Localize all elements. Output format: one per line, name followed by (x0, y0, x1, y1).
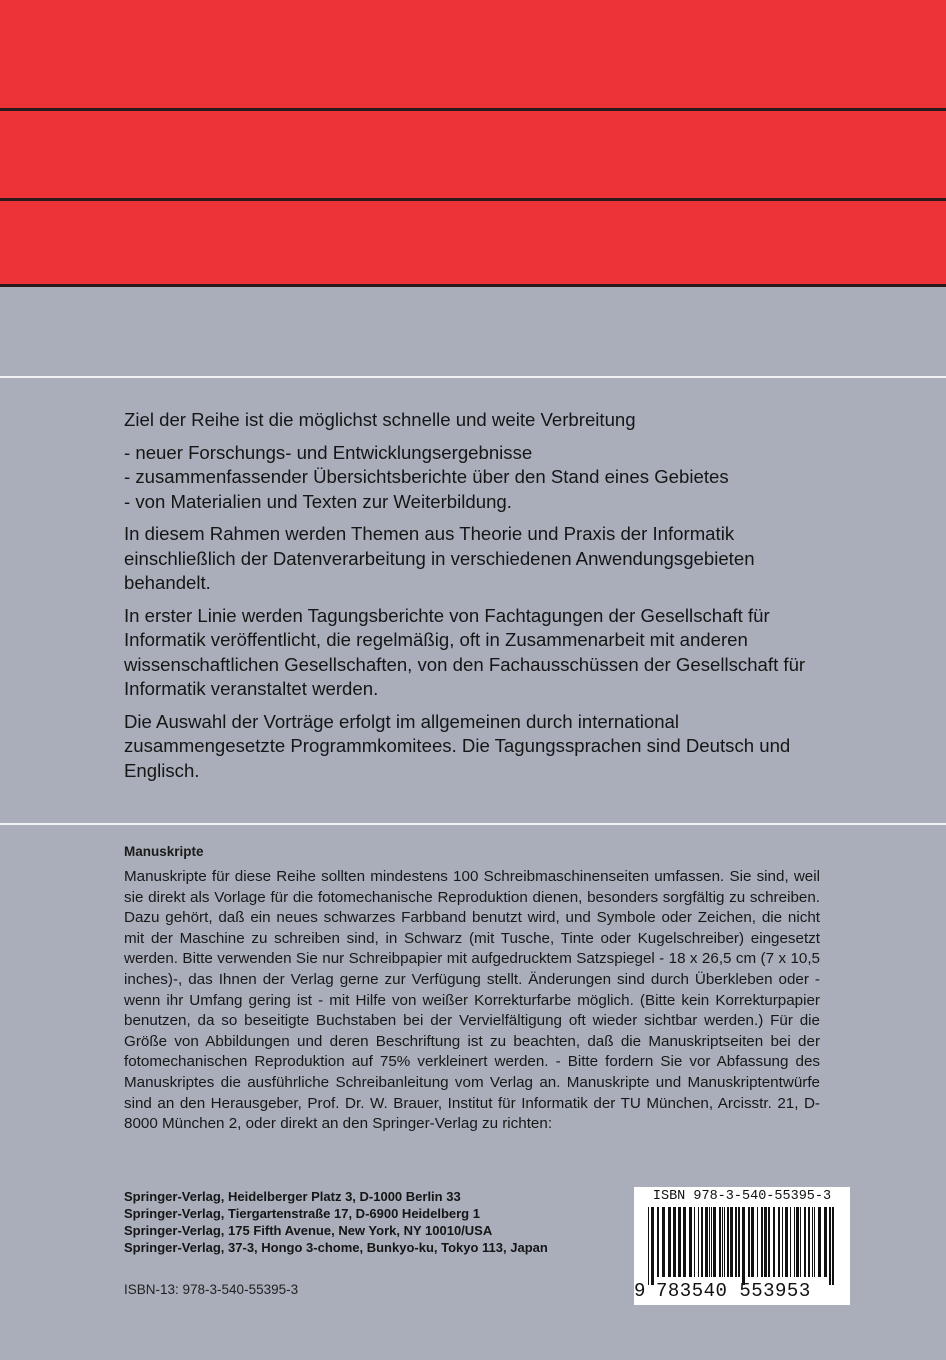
barcode-bar (683, 1207, 686, 1277)
barcode-bar (751, 1207, 754, 1277)
isbn-barcode (634, 1187, 850, 1305)
barcode-bar (694, 1207, 695, 1277)
barcode-bar (730, 1207, 733, 1277)
barcode-bar (829, 1207, 831, 1285)
intro-paragraph-selection: Die Auswahl der Vorträge erfolgt im allgemeinen durch international zusammengesetzte Programmkomitees. Die Tagungssprachen sind Deutsch und Englisch. (124, 710, 791, 781)
barcode-bar (727, 1207, 729, 1277)
stripe-line-3 (0, 284, 946, 287)
barcode-first-digit: 9 (634, 1280, 646, 1302)
address-line: Springer-Verlag, 175 Fifth Avenue, New York, NY 10010/USA (124, 1223, 493, 1238)
barcode-bar (724, 1207, 725, 1277)
publisher-addresses (124, 1188, 548, 1256)
barcode-bar (735, 1207, 737, 1277)
barcode-bar (662, 1207, 665, 1277)
barcode-bar (701, 1207, 703, 1277)
red-band-top (0, 0, 946, 108)
barcode-bar (668, 1207, 671, 1277)
barcode-bar (832, 1207, 834, 1285)
barcode-bar (814, 1207, 815, 1277)
barcode-bar (804, 1207, 806, 1277)
barcode-bar (818, 1207, 821, 1277)
barcode-bar (678, 1207, 681, 1277)
series-description (124, 408, 824, 791)
isbn-13-label: ISBN-13: 978-3-540-55395-3 (124, 1282, 299, 1297)
barcode-bar (719, 1207, 721, 1277)
barcode-bar (785, 1207, 788, 1277)
intro-lead: Ziel der Reihe ist die möglichst schnelle und weite Verbreitung (124, 409, 636, 430)
barcode-bar (796, 1207, 799, 1277)
barcode-bar (812, 1207, 813, 1277)
barcode-bar (808, 1207, 810, 1277)
intro-bullet: - zusammenfassender Übersichtsberichte über den Stand eines Gebietes (124, 466, 729, 487)
barcode-bar (713, 1207, 716, 1277)
barcode-isbn-text: ISBN 978-3-540-55395-3 (652, 1189, 832, 1204)
address-line: Springer-Verlag, 37-3, Hongo 3-chome, Bunkyo-ku, Tokyo 113, Japan (124, 1240, 548, 1255)
barcode-bar (689, 1207, 692, 1277)
intro-bullet-list (124, 441, 824, 515)
address-line: Springer-Verlag, Heidelberger Platz 3, D-1000 Berlin 33 (124, 1189, 461, 1204)
intro-paragraph-themes: In diesem Rahmen werden Themen aus Theorie und Praxis der Informatik einschließlich der Datenverarbeitung in verschiedenen Anwendungsgebieten behandelt. (124, 523, 755, 593)
barcode-bar (824, 1207, 827, 1277)
barcode-bar (748, 1207, 750, 1277)
divider-rule-bottom (0, 823, 946, 825)
address-line: Springer-Verlag, Tiergartenstraße 17, D-6900 Heidelberg 1 (124, 1206, 480, 1221)
barcode-bar (657, 1207, 659, 1277)
barcode-bar (768, 1207, 770, 1277)
barcode-bar (698, 1207, 699, 1277)
barcode-bar (648, 1207, 649, 1285)
barcode-bar (738, 1207, 740, 1277)
barcode-bar (794, 1207, 795, 1277)
red-band-middle (0, 111, 946, 198)
manuscripts-body: Manuskripte für diese Reihe sollten mindestens 100 Schreibmaschinenseiten umfassen. Sie sind, weil sie direkt als Vorlage für die fotomechanische Reproduktion dienen, besonders sorgfältig zu schreiben. Dazu gehört, daß ein neues schwarzes Farbband benutzt wird, und Symbole oder Zeichen, die nicht mit der Maschine zu schreiben sind, in Schwarz (mit Tusche, Tinte oder Kugelschreiber) eingesetzt werden. Bitte verwenden Sie nur Schreibpapier mit aufgedrucktem Satzspiegel - 18 x 26,5 cm (7 x 10,5 inches)-, das Ihnen der Verlag gerne zur Verfügung stellt. Änderungen sind durch Überkleben oder - wenn ihr Umfang gering ist - mit Hilfe von weißer Korrekturfarbe möglich. (Bitte kein Korrekturpapier benutzen, da so beseitigte Buchstaben bei der Vervielfältigung oft wieder sichtbar werden.) Für die Größe von Abbildungen und deren Beschriftung ist zu beachten, daß die Manuskriptseiten bei der fotomechanischen Reproduktion auf 75% verkleinert werden. - Bitte fordern Sie vor Abfassung des Manuskriptes die ausführliche Schreibanleitung vom Verlag an. Manuskripte und Manuskriptentwürfe sind an den Herausgeber, Prof. Dr. W. Brauer, Institut für Informatik der TU München, Arcisstr. 21, D-8000 München 2, oder direkt an den Springer-Verlag zu richten: (124, 868, 820, 1133)
barcode-bar (757, 1207, 758, 1277)
barcode-bar (761, 1207, 763, 1277)
intro-paragraph-proceedings: In erster Linie werden Tagungsberichte von Fachtagungen der Gesellschaft für Informatik veröffentlicht, die regelmäßig, oft in Zusammenarbeit mit anderen wissenschaftlichen Gesellschaften, von den Fachausschüssen der Gesellschaft für Informatik veranstaltet werden. (124, 604, 806, 699)
barcode-bar (651, 1207, 654, 1285)
barcode-bar (709, 1207, 710, 1277)
manuscripts-heading: Manuskripte (124, 844, 204, 859)
intro-bullet: - von Materialien und Texten zur Weiterbildung. (124, 490, 512, 512)
barcode-bar (711, 1207, 712, 1277)
barcode-bar (764, 1207, 767, 1277)
red-band-bottom (0, 201, 946, 284)
barcode-bar (778, 1207, 780, 1277)
barcode-bar (705, 1207, 708, 1277)
barcode-digits: 783540 553953 (656, 1280, 811, 1302)
barcode-bars (646, 1207, 838, 1285)
intro-bullet: - neuer Forschungs- und Entwicklungsergebnisse (124, 441, 533, 463)
barcode-bar (773, 1207, 775, 1277)
barcode-bar (800, 1207, 801, 1277)
barcode-bar (790, 1207, 791, 1277)
barcode-bar (722, 1207, 723, 1277)
barcode-bar (742, 1207, 745, 1285)
barcode-bar (673, 1207, 676, 1277)
divider-rule-top (0, 376, 946, 378)
barcode-bar (782, 1207, 783, 1277)
